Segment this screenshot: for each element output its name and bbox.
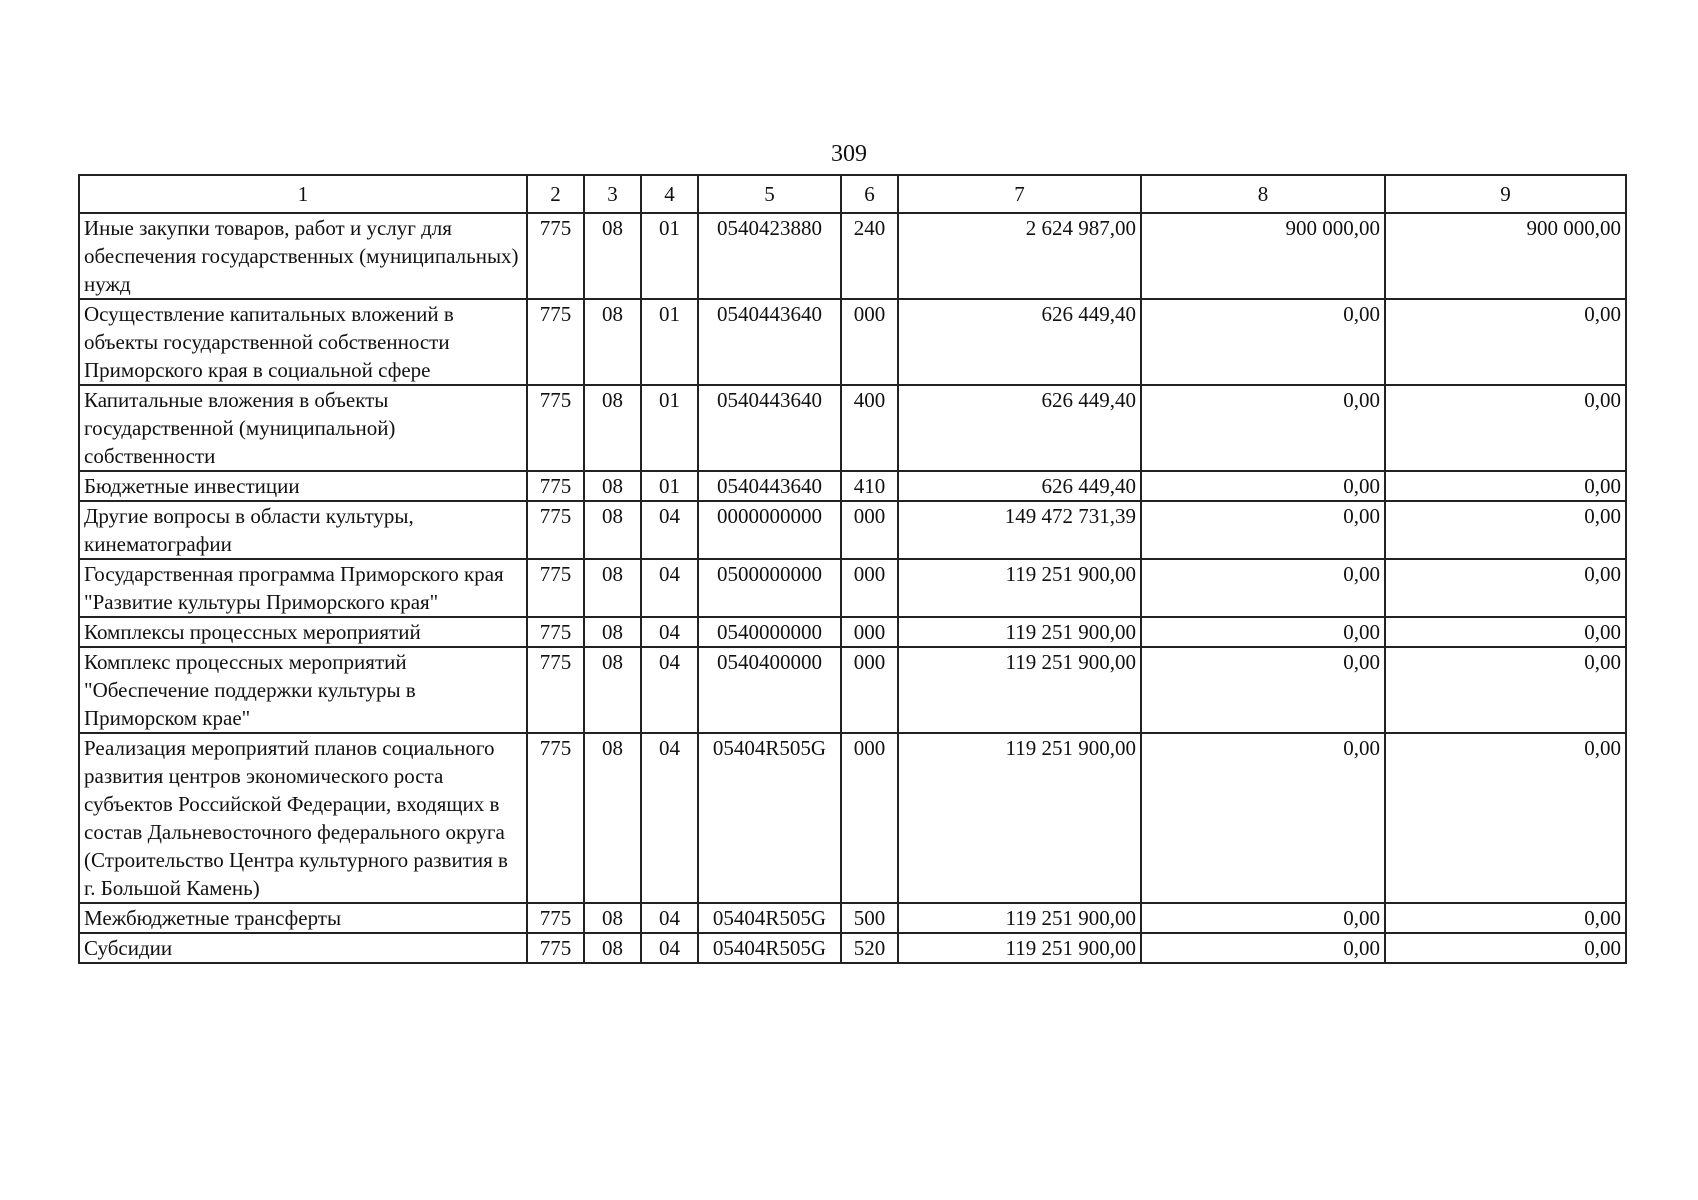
code-5-cell: 0500000000: [698, 559, 841, 617]
amount-7-cell: 626 449,40: [898, 299, 1141, 385]
table-body: [79, 213, 1626, 963]
amount-7-cell: 119 251 900,00: [898, 733, 1141, 903]
amount-9-cell: 0,00: [1385, 647, 1626, 733]
row-name-cell: Капитальные вложения в объекты государственной (муниципальной) собственности: [79, 385, 527, 471]
amount-8-cell: 0,00: [1141, 617, 1385, 647]
table-row: [79, 501, 1626, 559]
amount-9-cell: 0,00: [1385, 933, 1626, 963]
code-3-cell: 08: [584, 647, 641, 733]
page-number: 309: [831, 141, 867, 167]
code-6-cell: 400: [841, 385, 898, 471]
code-4-cell: 01: [641, 299, 698, 385]
code-2-cell: 775: [527, 501, 584, 559]
code-6-cell: 000: [841, 733, 898, 903]
table-row: [79, 559, 1626, 617]
column-header-5: 5: [698, 175, 841, 213]
code-3-cell: 08: [584, 733, 641, 903]
table-row: [79, 299, 1626, 385]
amount-8-cell: 0,00: [1141, 559, 1385, 617]
code-5-cell: 05404R505G: [698, 903, 841, 933]
column-header-1: 1: [79, 175, 527, 213]
row-name-cell: Государственная программа Приморского края "Развитие культуры Приморского края": [79, 559, 527, 617]
code-6-cell: 240: [841, 213, 898, 299]
column-header-4: 4: [641, 175, 698, 213]
amount-9-cell: 0,00: [1385, 903, 1626, 933]
code-6-cell: 500: [841, 903, 898, 933]
row-name-cell: Реализация мероприятий планов социального развития центров экономического роста субъектов Российской Федерации, входящих в состав Дальневосточного федерального округа (Строительство Центра культурного развития в г. Большой Камень): [79, 733, 527, 903]
table-row: [79, 903, 1626, 933]
amount-7-cell: 626 449,40: [898, 385, 1141, 471]
row-name-cell: Бюджетные инвестиции: [79, 471, 527, 501]
code-4-cell: 04: [641, 501, 698, 559]
code-6-cell: 000: [841, 299, 898, 385]
code-2-cell: 775: [527, 559, 584, 617]
column-header-9: 9: [1385, 175, 1626, 213]
code-2-cell: 775: [527, 471, 584, 501]
code-6-cell: 000: [841, 647, 898, 733]
code-6-cell: 000: [841, 559, 898, 617]
amount-9-cell: 900 000,00: [1385, 213, 1626, 299]
code-6-cell: 520: [841, 933, 898, 963]
code-2-cell: 775: [527, 213, 584, 299]
amount-8-cell: 0,00: [1141, 385, 1385, 471]
table-row: [79, 647, 1626, 733]
row-name-cell: Осуществление капитальных вложений в объекты государственной собственности Приморского края в социальной сфере: [79, 299, 527, 385]
amount-7-cell: 2 624 987,00: [898, 213, 1141, 299]
code-3-cell: 08: [584, 213, 641, 299]
row-name-cell: Другие вопросы в области культуры, кинематографии: [79, 501, 527, 559]
code-2-cell: 775: [527, 385, 584, 471]
amount-8-cell: 0,00: [1141, 933, 1385, 963]
amount-7-cell: 149 472 731,39: [898, 501, 1141, 559]
amount-7-cell: 119 251 900,00: [898, 933, 1141, 963]
code-2-cell: 775: [527, 903, 584, 933]
amount-9-cell: 0,00: [1385, 559, 1626, 617]
column-header-7: 7: [898, 175, 1141, 213]
amount-9-cell: 0,00: [1385, 733, 1626, 903]
code-4-cell: 01: [641, 471, 698, 501]
amount-7-cell: 119 251 900,00: [898, 559, 1141, 617]
amount-7-cell: 119 251 900,00: [898, 617, 1141, 647]
row-name-cell: Межбюджетные трансферты: [79, 903, 527, 933]
code-5-cell: 0540000000: [698, 617, 841, 647]
code-3-cell: 08: [584, 501, 641, 559]
code-3-cell: 08: [584, 299, 641, 385]
amount-8-cell: 0,00: [1141, 501, 1385, 559]
amount-8-cell: 900 000,00: [1141, 213, 1385, 299]
code-6-cell: 410: [841, 471, 898, 501]
header-row: [79, 175, 1626, 213]
table-row: [79, 385, 1626, 471]
amount-9-cell: 0,00: [1385, 385, 1626, 471]
code-2-cell: 775: [527, 617, 584, 647]
code-4-cell: 04: [641, 933, 698, 963]
code-4-cell: 04: [641, 903, 698, 933]
code-2-cell: 775: [527, 299, 584, 385]
code-4-cell: 04: [641, 647, 698, 733]
amount-7-cell: 119 251 900,00: [898, 903, 1141, 933]
row-name-cell: Иные закупки товаров, работ и услуг для обеспечения государственных (муниципальных) нужд: [79, 213, 527, 299]
row-name-cell: Комплексы процессных мероприятий: [79, 617, 527, 647]
amount-8-cell: 0,00: [1141, 733, 1385, 903]
code-6-cell: 000: [841, 501, 898, 559]
code-3-cell: 08: [584, 617, 641, 647]
amount-9-cell: 0,00: [1385, 617, 1626, 647]
amount-9-cell: 0,00: [1385, 501, 1626, 559]
code-5-cell: 0540443640: [698, 385, 841, 471]
amount-8-cell: 0,00: [1141, 299, 1385, 385]
code-5-cell: 0540443640: [698, 471, 841, 501]
code-5-cell: 0540423880: [698, 213, 841, 299]
row-name-cell: Комплекс процессных мероприятий "Обеспечение поддержки культуры в Приморском крае": [79, 647, 527, 733]
budget-table: [78, 174, 1627, 964]
code-3-cell: 08: [584, 559, 641, 617]
amount-9-cell: 0,00: [1385, 299, 1626, 385]
amount-8-cell: 0,00: [1141, 903, 1385, 933]
code-3-cell: 08: [584, 471, 641, 501]
code-4-cell: 04: [641, 559, 698, 617]
table-row: [79, 213, 1626, 299]
table-row: [79, 617, 1626, 647]
code-5-cell: 0540443640: [698, 299, 841, 385]
amount-7-cell: 626 449,40: [898, 471, 1141, 501]
code-6-cell: 000: [841, 617, 898, 647]
row-name-cell: Субсидии: [79, 933, 527, 963]
column-header-3: 3: [584, 175, 641, 213]
column-header-6: 6: [841, 175, 898, 213]
code-3-cell: 08: [584, 903, 641, 933]
column-header-2: 2: [527, 175, 584, 213]
code-3-cell: 08: [584, 933, 641, 963]
code-4-cell: 04: [641, 733, 698, 903]
table-row: [79, 471, 1626, 501]
code-2-cell: 775: [527, 647, 584, 733]
code-4-cell: 01: [641, 213, 698, 299]
code-2-cell: 775: [527, 933, 584, 963]
code-5-cell: 0000000000: [698, 501, 841, 559]
code-5-cell: 0540400000: [698, 647, 841, 733]
amount-8-cell: 0,00: [1141, 471, 1385, 501]
code-5-cell: 05404R505G: [698, 733, 841, 903]
code-4-cell: 04: [641, 617, 698, 647]
amount-7-cell: 119 251 900,00: [898, 647, 1141, 733]
code-2-cell: 775: [527, 733, 584, 903]
code-5-cell: 05404R505G: [698, 933, 841, 963]
code-4-cell: 01: [641, 385, 698, 471]
amount-8-cell: 0,00: [1141, 647, 1385, 733]
table-row: [79, 733, 1626, 903]
amount-9-cell: 0,00: [1385, 471, 1626, 501]
table-row: [79, 933, 1626, 963]
code-3-cell: 08: [584, 385, 641, 471]
column-header-8: 8: [1141, 175, 1385, 213]
